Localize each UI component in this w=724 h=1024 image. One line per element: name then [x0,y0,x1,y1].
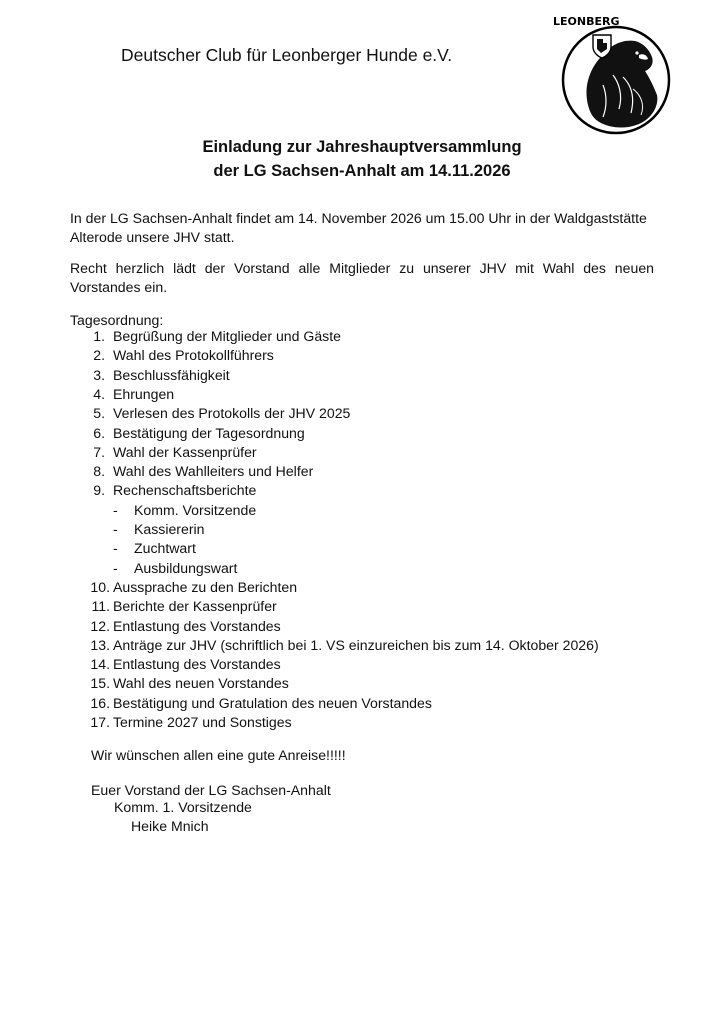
agenda-item-number: 15. [90,675,110,692]
agenda-item-number: 14. [90,656,110,673]
agenda-item-text: Entlastung des Vorstandes [113,656,281,673]
agenda-subitem-text: Ausbildungswart [134,559,238,576]
agenda-item [0,462,724,481]
agenda-subitem-dash: - [113,540,118,557]
agenda-subitem [0,520,724,539]
agenda-subitem-dash: - [113,521,118,537]
agenda-item [0,424,724,443]
agenda-subitem-text: Komm. Vorsitzende [134,501,257,518]
agenda-item-number: 17. [90,714,110,730]
agenda-item-text: Begrüßung der Mitglieder und Gäste [113,328,341,344]
agenda-item [0,655,724,674]
agenda-item-text: Bestätigung der Tagesordnung [113,424,305,441]
agenda-item-text: Termine 2027 und Sonstiges [113,714,292,730]
agenda-subitem [0,559,724,578]
club-name: Deutscher Club für Leonberger Hunde e.V. [121,45,453,65]
agenda-subitem-text: Zuchtwart [134,540,196,557]
agenda-subitem-text: Kassiererin [134,521,205,537]
agenda-item-text: Verlesen des Protokolls der JHV 2025 [113,405,351,422]
agenda-item [0,694,724,713]
agenda-item-text: Wahl der Kassenprüfer [113,443,257,460]
agenda-item-number: 10. [90,578,110,595]
agenda-item-number: 7. [93,443,105,460]
club-logo [553,15,673,135]
agenda-item-number: 5. [93,405,105,422]
agenda-subitem-dash: - [113,559,118,576]
agenda-item [0,636,724,655]
agenda-item [0,327,724,346]
intro-paragraph: In der LG Sachsen-Anhalt findet am 14. November 2026 um 15.00 Uhr in der Waldgaststätte Alterode unsere JHV statt. [70,210,647,245]
invitation-title-line1: Einladung zur Jahreshauptversammlung [202,138,522,156]
agenda-item-number: 1. [93,328,105,344]
agenda-item-number: 11. [91,598,110,615]
agenda-item-text: Wahl des neuen Vorstandes [113,675,289,692]
logo-text: LEONBERG [553,15,620,28]
agenda-item [0,713,724,732]
agenda-item-text: Aussprache zu den Berichten [113,578,298,595]
closing-name: Heike Mnich [131,818,209,834]
agenda-item [0,346,724,365]
agenda-item-number: 8. [93,463,105,480]
agenda-item-text: Rechenschaftsberichte [113,482,257,499]
agenda-item [0,597,724,616]
closing-role: Komm. 1. Vorsitzende [114,799,252,815]
agenda-item-text: Entlastung des Vorstandes [113,617,281,634]
agenda-item-text: Wahl des Wahlleiters und Helfer [113,463,314,480]
agenda-item-number: 9. [93,482,105,499]
agenda-item-text: Beschlussfähigkeit [113,366,230,383]
closing-wish: Wir wünschen allen eine gute Anreise!!!!! [91,747,346,763]
agenda-item-text: Anträge zur JHV (schriftlich bei 1. VS einzureichen bis zum 14. Oktober 2026) [113,636,599,653]
agenda-item-number: 6. [93,424,105,441]
agenda-subitem [0,501,724,520]
agenda-item [0,443,724,462]
agenda-item [0,578,724,597]
agenda-item-number: 16. [90,694,110,711]
agenda-label: Tagesordnung: [70,312,164,328]
agenda-item [0,385,724,404]
agenda-list [0,327,724,737]
agenda-item-number: 13. [90,636,110,653]
agenda-item-number: 2. [93,347,105,364]
agenda-item [0,674,724,693]
agenda-item-number: 4. [93,385,105,402]
agenda-item [0,617,724,636]
closing-signoff: Euer Vorstand der LG Sachsen-Anhalt [91,782,331,798]
agenda-item-text: Wahl des Protokollführers [113,347,274,364]
agenda-item-text: Ehrungen [113,385,175,402]
agenda-subitem-dash: - [113,501,118,518]
agenda-item [0,404,724,423]
agenda-item [0,481,724,500]
invitation-paragraph: Recht herzlich lädt der Vorstand alle Mitglieder zu unserer JHV mit Wahl des neuen Vorstandes ein. [70,260,654,295]
agenda-item-number: 12. [90,617,110,634]
agenda-subitem [0,539,724,558]
agenda-item [0,366,724,385]
invitation-title-line2: der LG Sachsen-Anhalt am 14.11.2026 [213,162,511,180]
agenda-item-text: Bestätigung und Gratulation des neuen Vorstandes [113,694,432,711]
agenda-item-number: 3. [93,366,105,383]
agenda-item-text: Berichte der Kassenprüfer [113,598,277,615]
